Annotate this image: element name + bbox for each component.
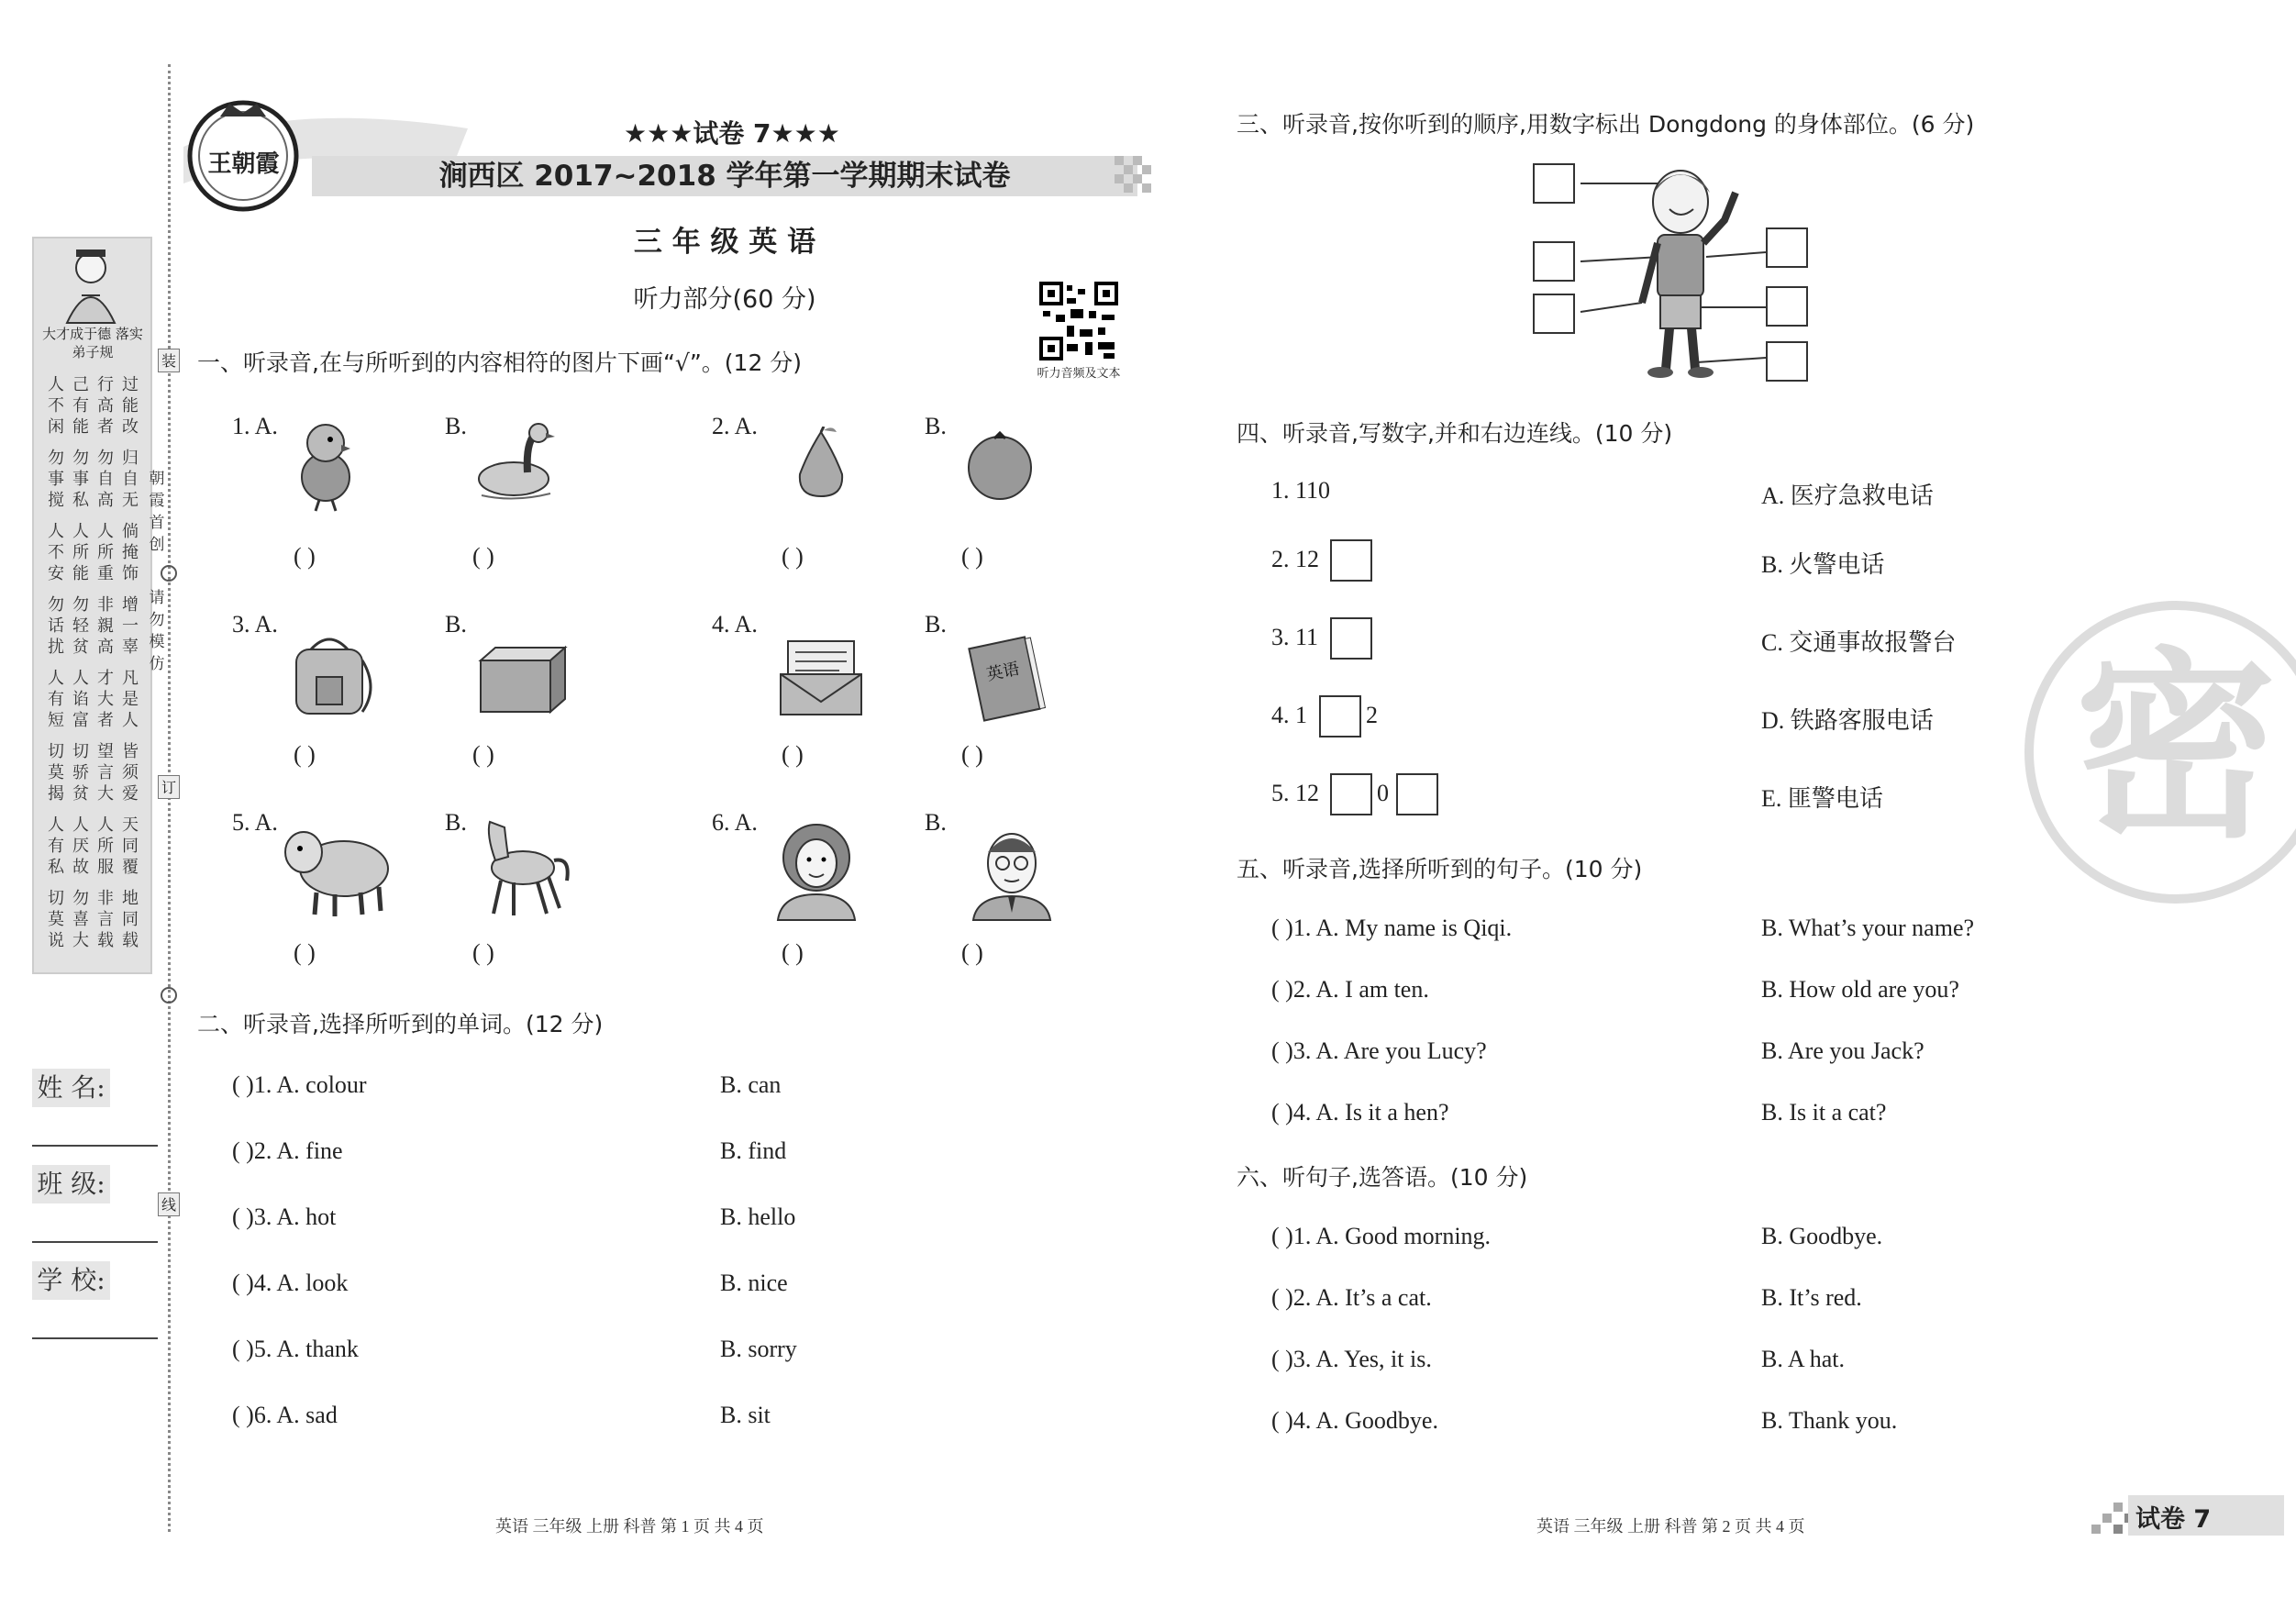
answer-q2-b: B. It’s red. — [1761, 1284, 1862, 1311]
grandpa-icon[interactable] — [968, 821, 1055, 922]
body-part-box[interactable] — [1533, 163, 1575, 204]
secret-seal-text: 密 — [2074, 630, 2277, 865]
book-cover-label: 英语 — [984, 659, 1022, 685]
letter-icon[interactable] — [775, 638, 867, 720]
body-part-box[interactable] — [1766, 227, 1808, 268]
footer-right: 英语 三年级 上册 科普 第 2 页 共 4 页 — [1536, 1517, 1805, 1536]
item5-b-label: B. — [445, 809, 467, 836]
section1-title: 一、听录音,在与所听到的内容相符的图片下画“√”。(12 分) — [197, 349, 803, 376]
body-part-box[interactable] — [1533, 294, 1575, 334]
brand-name: 王朝霞 — [207, 150, 280, 177]
phone-option-b[interactable]: B. 火警电话 — [1761, 551, 1885, 578]
body-part-box[interactable] — [1766, 341, 1808, 382]
confucius-figure-icon — [54, 244, 128, 325]
item2-b-label: B. — [925, 413, 947, 439]
motto-column: 倘 掩 饰 — [122, 522, 139, 583]
motto-column: 凡 是 人 — [122, 669, 139, 730]
sheep-icon[interactable] — [280, 821, 394, 922]
word-q5[interactable]: ( )5. A. thank — [232, 1336, 359, 1362]
answer-paren[interactable]: ( ) — [294, 543, 316, 570]
word-q6[interactable]: ( )6. A. sad — [232, 1402, 338, 1428]
school-field[interactable] — [32, 1337, 158, 1339]
sentence-q4-b: B. Is it a cat? — [1761, 1099, 1887, 1126]
horse-icon[interactable] — [468, 816, 573, 922]
woman-icon[interactable] — [771, 821, 862, 922]
name-label: 姓 名: — [32, 1069, 110, 1107]
section4-title: 四、听录音,写数字,并和右边连线。(10 分) — [1237, 420, 1673, 447]
motto-column: 人 不 闲 — [48, 375, 64, 437]
answer-q1[interactable]: ( )1. A. Good morning. — [1271, 1223, 1492, 1249]
word-q3[interactable]: ( )3. A. hot — [232, 1203, 337, 1230]
subject-title: 三 年 级 英 语 — [633, 226, 816, 259]
motto-column: 望 言 大 — [97, 742, 114, 804]
answer-paren[interactable]: ( ) — [472, 741, 494, 768]
answer-paren[interactable]: ( ) — [294, 939, 316, 966]
sentence-q1[interactable]: ( )1. A. My name is Qiqi. — [1271, 915, 1513, 941]
section2-title: 二、听录音,选择所听到的单词。(12 分) — [197, 1011, 604, 1037]
answer-paren[interactable]: ( ) — [961, 543, 983, 570]
binding-text-1: 朝 霞 首 创 — [149, 470, 165, 554]
phone-option-e[interactable]: E. 匪警电话 — [1761, 785, 1883, 812]
motto-column: 切 莫 揭 — [48, 742, 64, 804]
phone-option-c[interactable]: C. 交通事故报警台 — [1761, 629, 1957, 656]
section6-title: 六、听句子,选答语。(10 分) — [1237, 1164, 1528, 1191]
phone-item-4: 4. 1 — [1271, 702, 1307, 728]
footer-left: 英语 三年级 上册 科普 第 1 页 共 4 页 — [495, 1517, 764, 1536]
answer-paren[interactable]: ( ) — [961, 741, 983, 768]
digit-box[interactable] — [1330, 617, 1372, 660]
section3-title: 三、听录音,按你听到的顺序,用数字标出 Dongdong 的身体部位。(6 分) — [1237, 111, 1975, 138]
paper-badge: ★★★试卷 7★★★ — [624, 118, 840, 149]
word-q2-b: B. find — [720, 1137, 787, 1164]
answer-q3-b: B. A hat. — [1761, 1346, 1846, 1372]
answer-paren[interactable]: ( ) — [782, 543, 804, 570]
word-q2[interactable]: ( )2. A. fine — [232, 1137, 343, 1164]
box-icon[interactable] — [477, 642, 569, 715]
item4-b-label: B. — [925, 611, 947, 638]
phone-option-d[interactable]: D. 铁路客服电话 — [1761, 707, 1934, 734]
digit-box[interactable] — [1396, 773, 1438, 815]
body-part-box[interactable] — [1766, 286, 1808, 327]
motto-column: 勿 话 扰 — [48, 595, 64, 657]
item3-label: 3. A. — [232, 611, 278, 638]
word-q1[interactable]: ( )1. A. colour — [232, 1071, 367, 1098]
item2-label: 2. A. — [712, 413, 758, 439]
digit-box[interactable] — [1319, 695, 1361, 738]
motto-column: 过 能 改 — [122, 375, 139, 437]
phone-item-5-mid: 0 — [1377, 780, 1389, 806]
motto-column: 人 谄 富 — [72, 669, 89, 730]
qr-code-icon[interactable] — [1039, 282, 1118, 360]
motto-column: 人 不 安 — [48, 522, 64, 583]
orange-icon[interactable] — [963, 431, 1037, 500]
school-label: 学 校: — [32, 1261, 110, 1300]
answer-paren[interactable]: ( ) — [782, 741, 804, 768]
phone-option-a[interactable]: A. 医疗急救电话 — [1761, 482, 1934, 509]
part-title: 听力部分(60 分) — [633, 285, 816, 314]
word-q3-b: B. hello — [720, 1203, 796, 1230]
sentence-q3-b: B. Are you Jack? — [1761, 1037, 1924, 1064]
phone-item-2: 2. 12 — [1271, 546, 1319, 572]
motto-column: 人 有 短 — [48, 669, 64, 730]
secret-seal — [2024, 601, 2296, 904]
phone-item-5: 5. 12 — [1271, 780, 1319, 806]
motto-column: 非 親 高 — [97, 595, 114, 657]
answer-q4[interactable]: ( )4. A. Goodbye. — [1271, 1407, 1438, 1434]
word-q4[interactable]: ( )4. A. look — [232, 1270, 349, 1296]
word-q5-b: B. sorry — [720, 1336, 797, 1362]
answer-paren[interactable]: ( ) — [472, 939, 494, 966]
answer-paren[interactable]: ( ) — [472, 543, 494, 570]
mark-xian: 线 — [158, 1192, 180, 1216]
motto-column: 勿 自 高 — [97, 449, 114, 510]
scissors-icon — [160, 564, 178, 582]
item4-label: 4. A. — [712, 611, 758, 638]
sentence-q3[interactable]: ( )3. A. Are you Lucy? — [1271, 1037, 1487, 1064]
motto-column: 增 一 辜 — [122, 595, 139, 657]
mark-zhuang: 装 — [158, 349, 180, 372]
motto-column: 勿 喜 大 — [72, 889, 89, 950]
item6-label: 6. A. — [712, 809, 758, 836]
paper-badge-text: 试卷 7 — [693, 118, 771, 149]
motto-column: 非 言 载 — [97, 889, 114, 950]
class-label: 班 级: — [32, 1165, 110, 1203]
motto-column: 人 所 重 — [97, 522, 114, 583]
item3-b-label: B. — [445, 611, 467, 638]
duck-icon[interactable] — [472, 422, 555, 505]
slogan: 大才成于德 落实弟子规 — [42, 326, 143, 360]
motto-column: 切 骄 贫 — [72, 742, 89, 804]
body-part-box[interactable] — [1533, 241, 1575, 282]
answer-paren[interactable]: ( ) — [294, 741, 316, 768]
motto-column: 人 所 能 — [72, 522, 89, 583]
motto-panel — [32, 237, 152, 974]
digit-box[interactable] — [1330, 773, 1372, 815]
page-badge: 试卷 7 — [2135, 1505, 2212, 1534]
motto-column: 勿 轻 贫 — [72, 595, 89, 657]
word-q6-b: B. sit — [720, 1402, 771, 1428]
answer-paren[interactable]: ( ) — [782, 939, 804, 966]
motto-column: 己 有 能 — [72, 375, 89, 437]
motto-columns — [38, 374, 148, 961]
pear-icon[interactable] — [789, 427, 853, 500]
answer-q1-b: B. Goodbye. — [1761, 1223, 1883, 1249]
motto-column: 行 高 者 — [97, 375, 114, 437]
english-book-icon[interactable] — [963, 633, 1046, 725]
phone-item-3: 3. 11 — [1271, 624, 1319, 650]
item6-b-label: B. — [925, 809, 947, 836]
name-field[interactable] — [32, 1145, 158, 1147]
motto-column: 才 大 者 — [97, 669, 114, 730]
motto-column: 归 自 无 — [122, 449, 139, 510]
chick-icon[interactable] — [294, 417, 358, 514]
motto-column: 人 厌 故 — [72, 815, 89, 877]
motto-column: 地 同 载 — [122, 889, 139, 950]
answer-paren[interactable]: ( ) — [961, 939, 983, 966]
sentence-q1-b: B. What’s your name? — [1761, 915, 1975, 941]
item5-label: 5. A. — [232, 809, 278, 836]
exam-title: 涧西区 2017~2018 学年第一学期期末试卷 — [438, 160, 1011, 193]
motto-column: 勿 事 搅 — [48, 449, 64, 510]
mark-ding: 订 — [158, 775, 180, 799]
motto-column: 勿 事 私 — [72, 449, 89, 510]
sentence-q2-b: B. How old are you? — [1761, 976, 1959, 1003]
section5-title: 五、听录音,选择所听到的句子。(10 分) — [1237, 856, 1643, 882]
answer-q4-b: B. Thank you. — [1761, 1407, 1898, 1434]
motto-column: 切 莫 说 — [48, 889, 64, 950]
motto-column: 天 同 覆 — [122, 815, 139, 877]
motto-column: 人 有 私 — [48, 815, 64, 877]
phone-item-4-tail: 2 — [1366, 702, 1378, 728]
qr-caption: 听力音频及文本 — [1037, 367, 1121, 381]
sentence-q4[interactable]: ( )4. A. Is it a hen? — [1271, 1099, 1449, 1126]
schoolbag-icon[interactable] — [280, 633, 381, 720]
digit-box[interactable] — [1330, 539, 1372, 582]
word-q1-b: B. can — [720, 1071, 782, 1098]
phone-item-1: 1. 110 — [1271, 477, 1331, 504]
motto-column: 皆 须 爱 — [122, 742, 139, 804]
item1-label: 1. A. — [232, 413, 278, 439]
item1-b-label: B. — [445, 413, 467, 439]
scissors-icon — [160, 986, 178, 1004]
motto-column: 人 所 服 — [97, 815, 114, 877]
answer-q2[interactable]: ( )2. A. It’s a cat. — [1271, 1284, 1432, 1311]
binding-text-2: 请 勿 模 仿 — [149, 589, 165, 673]
word-q4-b: B. nice — [720, 1270, 788, 1296]
sentence-q2[interactable]: ( )2. A. I am ten. — [1271, 976, 1429, 1003]
class-field[interactable] — [32, 1241, 158, 1243]
answer-q3[interactable]: ( )3. A. Yes, it is. — [1271, 1346, 1432, 1372]
